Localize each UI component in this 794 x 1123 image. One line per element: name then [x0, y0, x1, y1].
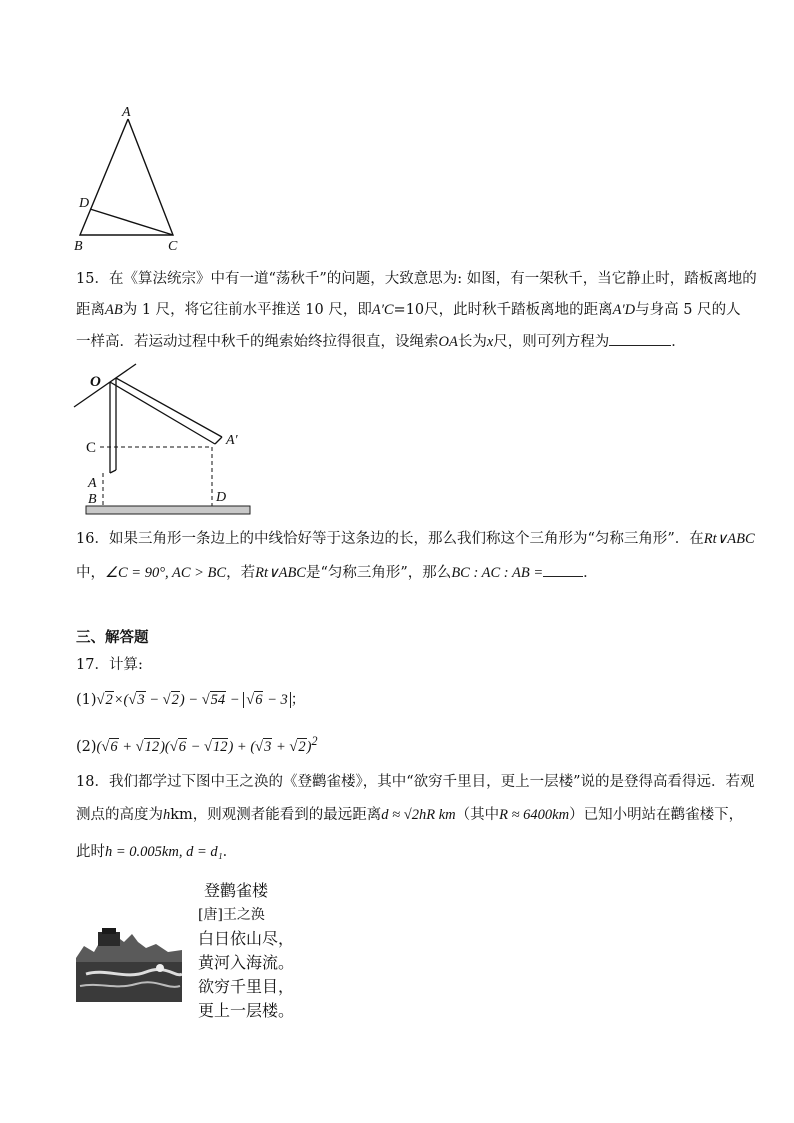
- q18-text: ．: [222, 844, 238, 860]
- poem-line: 白日依山尽，: [198, 929, 295, 948]
- q15-ad: A′D: [612, 302, 636, 318]
- q18-text: ）已知小明站在鹳雀楼下，: [569, 807, 744, 823]
- q17-part2-label: (2): [76, 738, 97, 755]
- triangle-label-a: A: [122, 105, 131, 120]
- q17-part1-label: (1): [76, 692, 97, 708]
- q18-h: h: [163, 807, 171, 823]
- q18-text: 测点的高度为: [76, 807, 163, 823]
- q15-text: 长为: [457, 334, 487, 350]
- q15-text: 一样高．若运动过程中秋千的绳索始终拉得很直，设绳索: [76, 334, 439, 350]
- q15-text: =10尺，此时秋千踏板离地的距离: [393, 302, 613, 318]
- q15-line2: [76, 300, 741, 320]
- q15-line1: 15．在《算法统宗》中有一道“荡秋千”的问题，大致意思为: 如图，有一架秋千，当它静止时，踏板离地的: [76, 271, 757, 287]
- q15-text: 距离: [76, 302, 105, 318]
- swing-label-o: O: [90, 374, 101, 390]
- q18-line2: [76, 805, 743, 825]
- q17-part2-expr: $(√6 + √12)(√6 - √12) + (√3 + √2)^2$: [96, 734, 318, 755]
- q16-text: 16．如果三角形一条边上的中线恰好等于这条边的长，那么我们称这个三角形为“匀称三角形”．在: [76, 531, 704, 547]
- landscape-illustration: [76, 928, 182, 1002]
- q15-ac: A′C: [371, 302, 394, 318]
- swing-label-d: D: [216, 490, 227, 505]
- swing-label-aprime: A′: [226, 433, 238, 448]
- q16-text: ．: [583, 565, 598, 581]
- q16-answer-blank[interactable]: [543, 562, 583, 577]
- q15-text: ．: [671, 334, 686, 350]
- q15-line3: [76, 331, 686, 352]
- q17-part1-end: ；: [290, 692, 306, 708]
- q16-line1: [76, 529, 755, 549]
- q17-part1: [76, 690, 305, 710]
- q15-oa: OA: [438, 334, 458, 350]
- q16-text: ，若: [226, 565, 256, 581]
- triangle-label-b: B: [74, 239, 83, 254]
- q16-line2: [76, 562, 598, 583]
- poem-line: 更上一层楼。: [198, 1001, 295, 1020]
- q15-ab: AB: [105, 302, 123, 318]
- q17-part2: [76, 731, 318, 757]
- q18-text: km，则观测者能看到的最远距离: [170, 807, 382, 823]
- q15-text: 为 1 尺，将它往前水平推送 10 尺，即: [122, 302, 372, 318]
- poem-line: 黄河入海流。: [198, 953, 295, 972]
- swing-figure: [70, 360, 270, 520]
- q16-ratio: BC : AC : AB =: [451, 565, 544, 581]
- q18-eq: h = 0.005km, d = d₁: [105, 844, 223, 860]
- triangle-label-d: D: [79, 196, 90, 211]
- q16-cond: ∠C = 90°, AC > BC: [105, 565, 227, 581]
- q18-line1: 18．我们都学过下图中王之涣的《登鹳雀楼》，其中“欲穷千里目，更上一层楼”说的是登得高看得远．若观: [76, 774, 755, 790]
- poem-title: 登鹳雀楼: [204, 881, 269, 900]
- q15-answer-blank[interactable]: [609, 331, 671, 346]
- poem-author: [唐]王之涣: [198, 907, 265, 923]
- swing-label-c: C: [86, 440, 97, 456]
- q18-text: 此时: [76, 844, 105, 860]
- q18-line3: [76, 842, 237, 862]
- q17-title: 17．计算:: [76, 657, 143, 673]
- swing-label-a: A: [88, 476, 97, 491]
- triangle-label-c: C: [168, 239, 178, 254]
- q15-x: x: [486, 334, 494, 350]
- q16-rt: Rt∨ABC: [703, 531, 755, 547]
- q16-text: 是“匀称三角形”，那么: [305, 565, 452, 581]
- q17-part1-expr: √2×(√3 − √2) − √54 − √6 − 3: [97, 691, 291, 708]
- q16-text: 中，: [76, 565, 105, 581]
- q15-text: 尺，则可列方程为: [493, 334, 610, 350]
- q18-formula: d ≈ √2hR km: [381, 807, 456, 823]
- swing-label-b: B: [88, 492, 97, 507]
- q18-r: R ≈ 6400km: [499, 807, 570, 823]
- q15-text: 与身高 5 尺的人: [635, 302, 741, 318]
- triangle-figure: [70, 100, 190, 255]
- q18-text: （其中: [455, 807, 500, 823]
- q16-rt: Rt∨ABC: [255, 565, 306, 581]
- section-title: 三、解答题: [76, 629, 149, 646]
- poem-line: 欲穷千里目，: [198, 977, 295, 996]
